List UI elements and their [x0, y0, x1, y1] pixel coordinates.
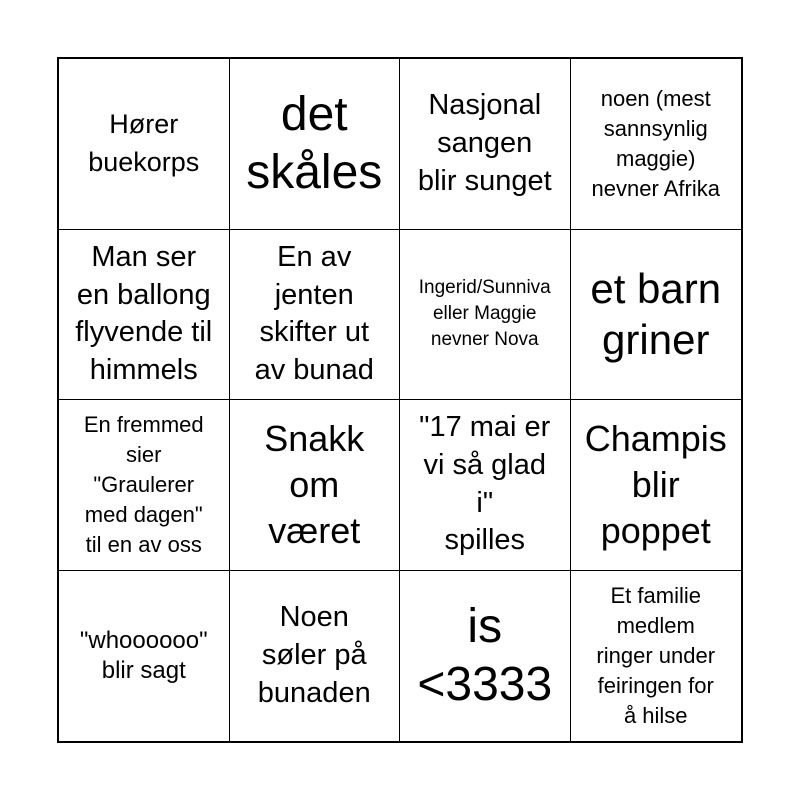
cell-text: Ingerid/Sunniva eller Maggie nevner Nova: [418, 276, 551, 351]
cell-text: Noen søler på bunaden: [257, 601, 371, 709]
cell-text: Snakk om været: [264, 417, 365, 551]
bingo-cell[interactable]: [400, 230, 571, 401]
cell-text: Man ser en ballong flyvende til himmels: [75, 240, 213, 386]
cell-text: "17 mai er vi så glad i" spilles: [419, 411, 551, 557]
bingo-cell[interactable]: [400, 571, 571, 742]
cell-text: Champis blir poppet: [584, 417, 727, 551]
cell-text: En av jenten skifter ut av bunad: [254, 240, 374, 386]
bingo-cell[interactable]: [59, 59, 230, 230]
bingo-cell[interactable]: [400, 400, 571, 571]
bingo-board: [57, 57, 743, 743]
cell-text: Et familie medlem ringer under feiringen for å hilse: [596, 582, 716, 728]
bingo-cell[interactable]: [59, 400, 230, 571]
cell-text: "whoooooo" blir sagt: [79, 626, 208, 684]
bingo-cell[interactable]: [571, 230, 742, 401]
bingo-cell[interactable]: [230, 230, 401, 401]
cell-text: Nasjonal sangen blir sunget: [417, 89, 552, 197]
bingo-cell[interactable]: [230, 400, 401, 571]
bingo-cell[interactable]: [571, 59, 742, 230]
cell-text: is <3333: [417, 600, 553, 711]
cell-text: En fremmed sier "Graulerer med dagen" til en av oss: [83, 411, 204, 557]
cell-text: et barn griner: [590, 265, 722, 364]
bingo-cell[interactable]: [59, 571, 230, 742]
cell-text: det skåles: [246, 88, 383, 199]
bingo-cell[interactable]: [230, 59, 401, 230]
cell-text: noen (mest sannsynlig maggie) nevner Afrika: [591, 85, 720, 201]
bingo-cell[interactable]: [571, 400, 742, 571]
bingo-cell[interactable]: [230, 571, 401, 742]
cell-text: Hører buekorps: [88, 108, 200, 177]
bingo-cell[interactable]: [400, 59, 571, 230]
bingo-cell[interactable]: [59, 230, 230, 401]
bingo-cell[interactable]: [571, 571, 742, 742]
